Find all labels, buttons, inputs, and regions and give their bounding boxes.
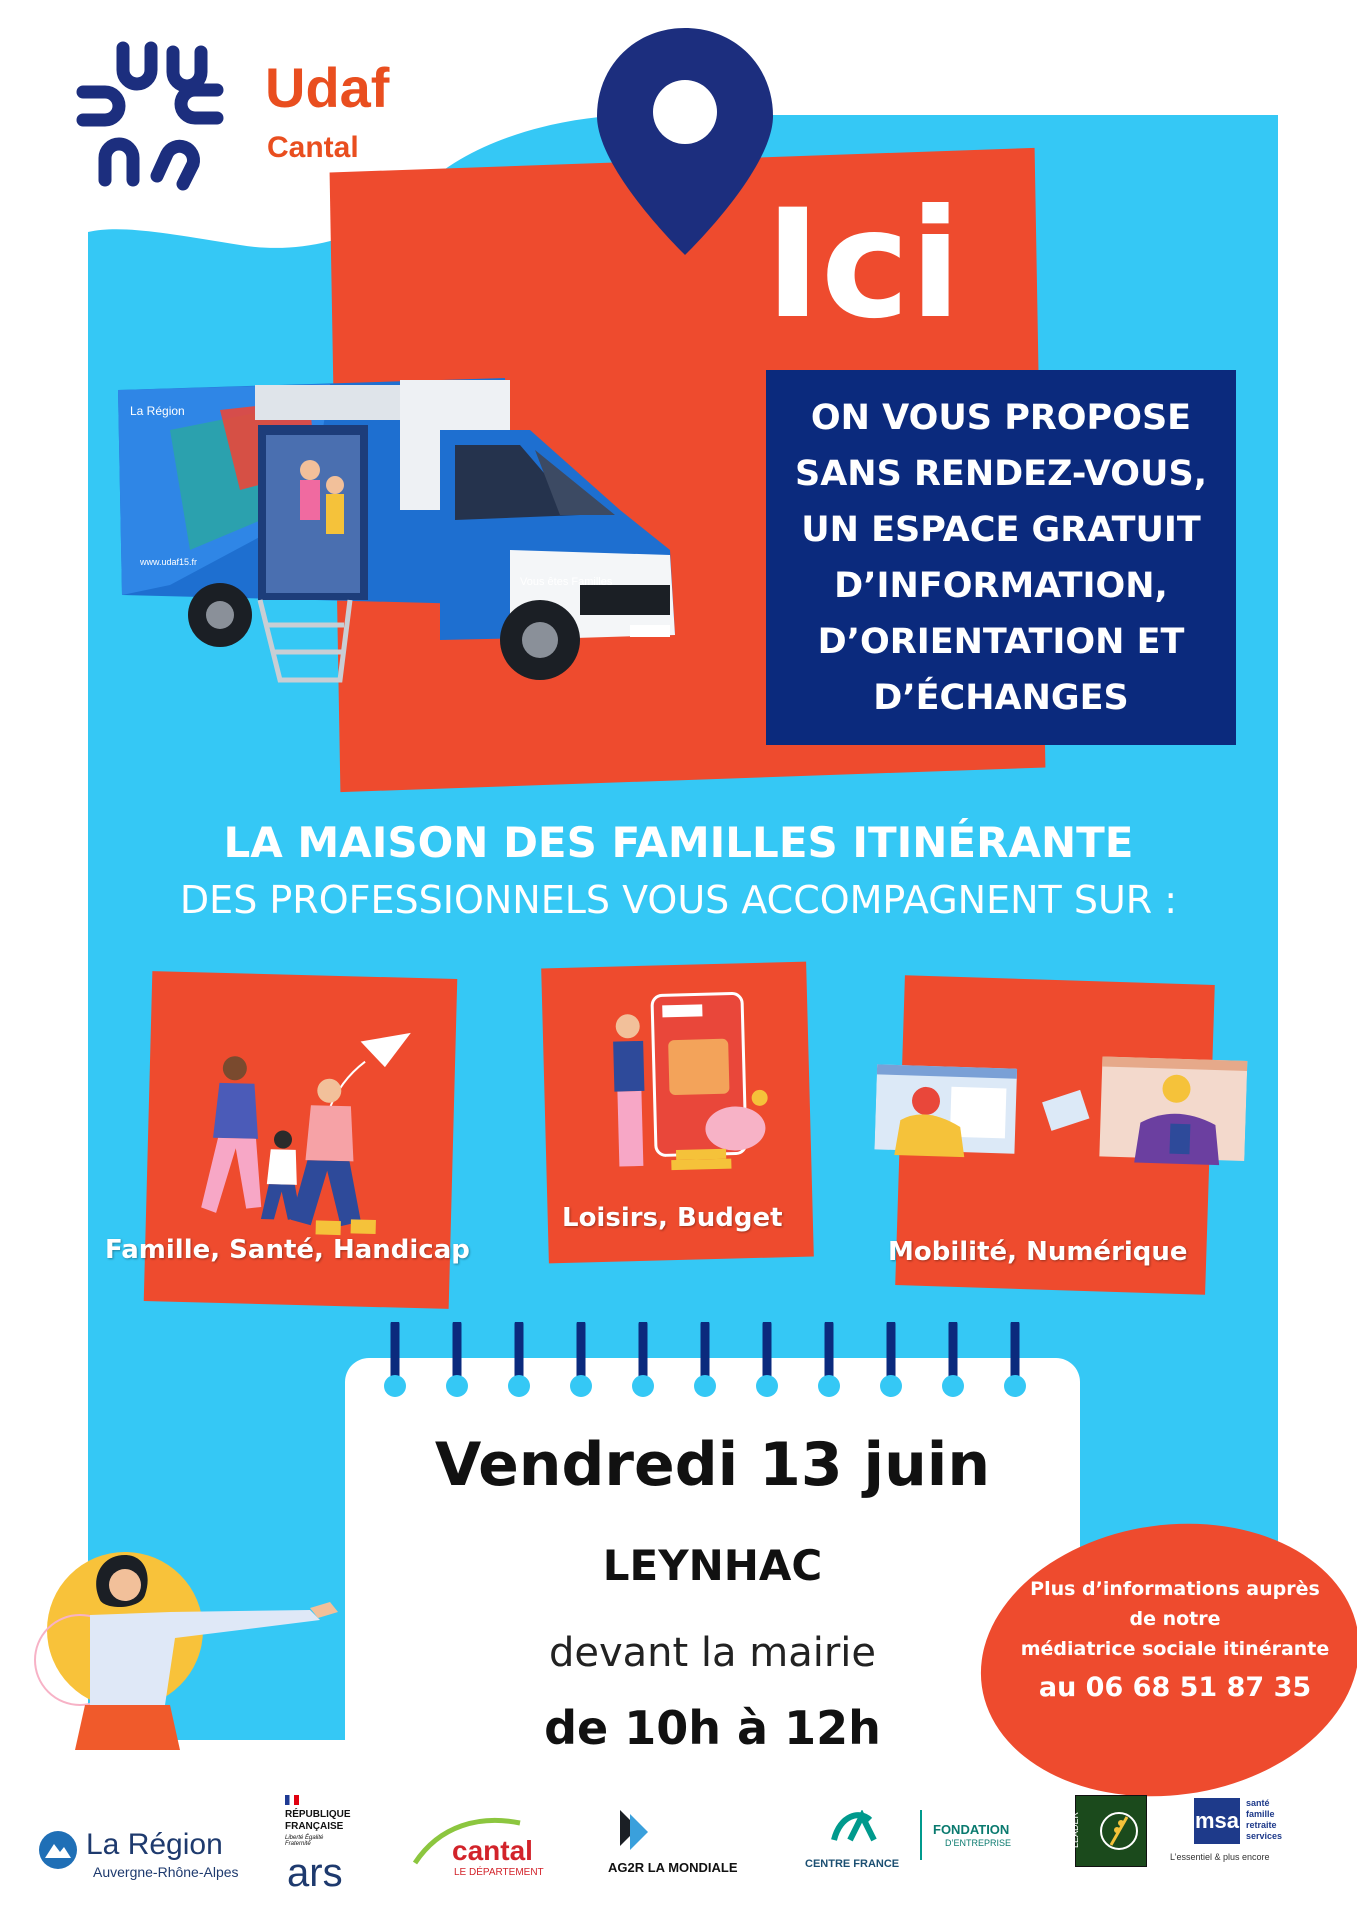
offer-text <box>766 390 1236 726</box>
cantal-name: cantal <box>452 1835 533 1866</box>
offer-line: D’ÉCHANGES <box>873 678 1129 718</box>
contact-phone[interactable]: au 06 68 51 87 35 <box>1038 1672 1312 1703</box>
region-mountain-icon <box>38 1830 78 1870</box>
mobile-family-truck-image <box>110 350 710 750</box>
udaf-logo[interactable] <box>75 30 445 200</box>
section-title: LA MAISON DES FAMILLES ITINÉRANTE <box>223 818 1134 867</box>
republique-motto: Liberté Égalité Fraternité <box>285 1835 324 1847</box>
event-place: LEYNHAC <box>602 1541 823 1590</box>
event-date: Vendredi 13 juin <box>434 1430 991 1500</box>
location-pin-icon <box>585 20 785 260</box>
cantal-sub: LE DÉPARTEMENT <box>454 1867 544 1878</box>
contact-line: de notre <box>1129 1608 1221 1630</box>
event-location: devant la mairie <box>548 1630 877 1676</box>
contact-line: médiatrice sociale itinérante <box>1020 1638 1330 1660</box>
offer-line: ON VOUS PROPOSE <box>810 398 1192 438</box>
ca-sub: CENTRE FRANCE <box>805 1858 900 1870</box>
calendar-rings-icon <box>345 1322 1080 1402</box>
sponsor-logos <box>0 1780 1357 1920</box>
ag2r-diamond-icon <box>608 1810 653 1850</box>
hero-headline: Ici <box>765 178 962 352</box>
region-name: La Région <box>86 1828 223 1861</box>
ca-logo-icon <box>830 1810 880 1846</box>
contact-line: Plus d’informations auprès <box>1030 1578 1320 1600</box>
msa-line: services <box>1246 1831 1283 1841</box>
theme-label-budget: Loisirs, Budget <box>562 1203 783 1233</box>
truck-back-text: Vous êtes Familles <box>520 576 613 588</box>
family-walking-illustration <box>175 1017 431 1253</box>
budget-savings-illustration <box>567 982 792 1188</box>
offer-line: SANS RENDEZ-VOUS, <box>795 454 1207 494</box>
msa-line: retraite <box>1246 1820 1277 1830</box>
ca-fondation1: FONDATION <box>933 1822 1010 1837</box>
msa-line: famille <box>1246 1809 1275 1819</box>
udaf-logo-mark-icon <box>75 30 235 200</box>
ca-fondation2: D’ENTREPRISE <box>945 1838 1012 1848</box>
theme-label-mobility: Mobilité, Numérique <box>888 1237 1188 1267</box>
leader-wheat-icon <box>1093 1805 1141 1855</box>
french-flag-icon <box>285 1795 299 1805</box>
leader-name: LEADER <box>1070 1811 1081 1849</box>
ag2r-name: AG2R LA MONDIALE <box>608 1860 738 1875</box>
contact-info-text <box>1000 1574 1350 1664</box>
brand-name: Udaf <box>265 56 390 119</box>
republique-line2: FRANÇAISE <box>285 1821 344 1832</box>
digital-exchange-illustration <box>873 1044 1248 1216</box>
region-sub: Auvergne-Rhône-Alpes <box>93 1864 239 1880</box>
section-subtitle: DES PROFESSIONNELS VOUS ACCOMPAGNENT SUR : <box>179 878 1178 922</box>
pointing-woman-illustration <box>30 1520 400 1750</box>
offer-line: D’INFORMATION, <box>834 566 1168 606</box>
msa-tagline: L’essentiel & plus encore <box>1170 1852 1270 1862</box>
brand-subtitle: Cantal <box>267 131 359 164</box>
msa-line: santé <box>1246 1798 1270 1808</box>
offer-line: D’ORIENTATION ET <box>817 622 1185 662</box>
offer-line: UN ESPACE GRATUIT <box>801 510 1201 550</box>
ars-name: ars <box>287 1851 343 1895</box>
msa-name: msa <box>1194 1798 1240 1844</box>
truck-web-text: www.udaf15.fr <box>140 557 198 567</box>
republique-line1: RÉPUBLIQUE <box>285 1809 351 1820</box>
theme-label-family: Famille, Santé, Handicap <box>105 1235 470 1265</box>
truck-region-text: La Région <box>130 404 185 418</box>
event-time: de 10h à 12h <box>544 1701 881 1755</box>
